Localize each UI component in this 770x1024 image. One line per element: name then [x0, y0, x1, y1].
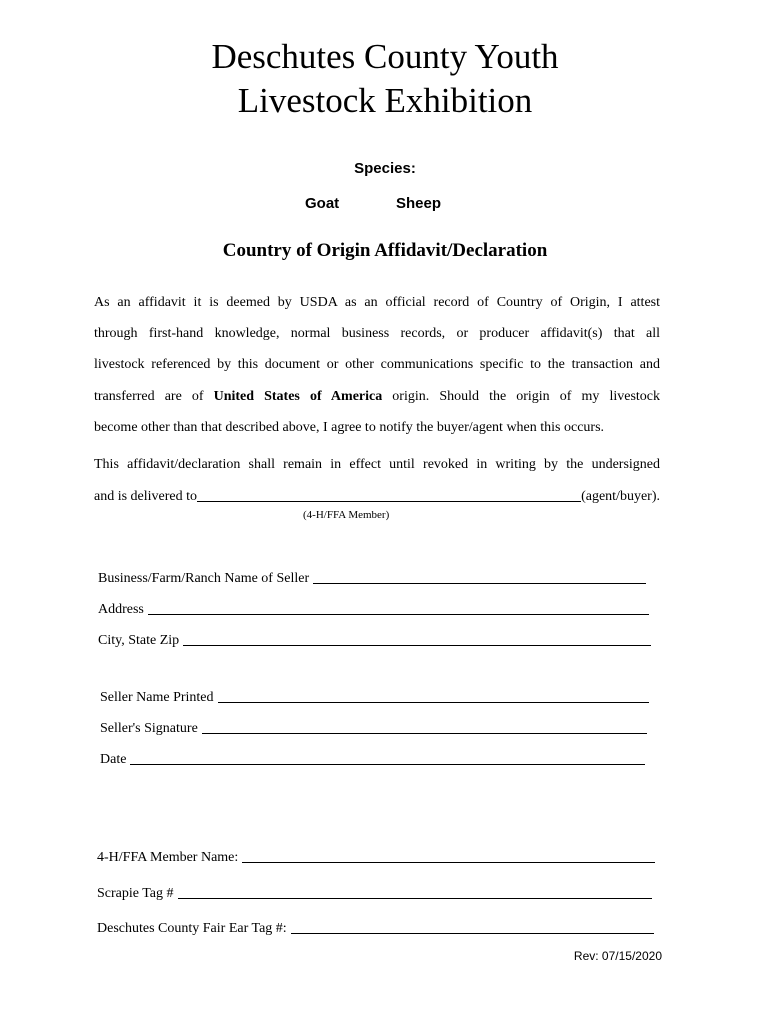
- affidavit-heading: Country of Origin Affidavit/Declaration: [222, 240, 548, 261]
- member-caption: (4-H/FFA Member): [303, 509, 390, 521]
- revision-date: Rev: 07/15/2020: [573, 949, 662, 963]
- seller-name-line[interactable]: [218, 688, 649, 703]
- delivery-to-label: and is delivered to: [94, 489, 198, 504]
- document-title-line-2: Livestock Exhibition: [237, 81, 533, 120]
- affidavit-line-5: become other than that described above, I agree to notify the buyer/agent when this occurs.: [94, 419, 605, 435]
- member-name-label: 4-H/FFA Member Name:: [97, 850, 239, 865]
- affidavit-line-4-pre: transferred are of: [94, 388, 214, 404]
- species-option-sheep[interactable]: Sheep: [396, 195, 442, 212]
- date-line[interactable]: [130, 750, 645, 765]
- seller-signature-label: Seller's Signature: [100, 721, 198, 736]
- delivery-paragraph: [94, 449, 660, 480]
- city-state-zip-line[interactable]: [183, 631, 651, 646]
- seller-signature-field[interactable]: [100, 719, 647, 737]
- affidavit-line-4-post: origin. Should the origin of my livestock: [382, 388, 660, 404]
- ear-tag-field[interactable]: [97, 919, 654, 937]
- seller-name-label: Seller Name Printed: [100, 690, 214, 705]
- affidavit-line-1: As an affidavit it is deemed by USDA as an official record of Country of Origin, I attest: [94, 295, 660, 310]
- delivery-line-2: [94, 487, 660, 505]
- affidavit-line-2: through first-hand knowledge, normal business records, or producer affidavit(s) that all: [94, 326, 660, 342]
- species-label: Species:: [354, 160, 416, 177]
- scrapie-tag-label: Scrapie Tag #: [97, 886, 174, 901]
- species-option-goat[interactable]: Goat: [305, 195, 340, 212]
- address-field[interactable]: [98, 600, 649, 618]
- member-name-field[interactable]: [97, 848, 655, 866]
- date-field[interactable]: [100, 750, 645, 768]
- city-state-zip-field[interactable]: [98, 631, 651, 649]
- date-label: Date: [100, 752, 127, 767]
- seller-business-label: Business/Farm/Ranch Name of Seller: [98, 571, 310, 586]
- ear-tag-line[interactable]: [291, 919, 654, 934]
- affidavit-paragraph: [94, 287, 660, 443]
- member-name-blank[interactable]: [197, 487, 581, 502]
- seller-name-field[interactable]: [100, 688, 649, 706]
- agent-buyer-label: (agent/buyer).: [581, 489, 660, 504]
- seller-signature-line[interactable]: [202, 719, 647, 734]
- address-line[interactable]: [148, 600, 649, 615]
- delivery-line-1: This affidavit/declaration shall remain in effect until revoked in writing by the undersigned: [94, 457, 660, 472]
- scrapie-tag-field[interactable]: [97, 884, 652, 902]
- scrapie-tag-line[interactable]: [178, 884, 652, 899]
- seller-business-line[interactable]: [313, 569, 646, 584]
- affidavit-line-3: livestock referenced by this document or other communications specific to the transaction and: [94, 357, 660, 373]
- affidavit-line-4: [94, 381, 660, 412]
- document-title-line-1: Deschutes County Youth: [211, 37, 559, 76]
- seller-business-field[interactable]: [98, 569, 646, 587]
- origin-country: United States of America: [213, 388, 383, 404]
- ear-tag-label: Deschutes County Fair Ear Tag #:: [97, 921, 287, 936]
- member-name-line[interactable]: [242, 848, 655, 863]
- address-label: Address: [98, 602, 144, 617]
- city-state-zip-label: City, State Zip: [98, 633, 180, 648]
